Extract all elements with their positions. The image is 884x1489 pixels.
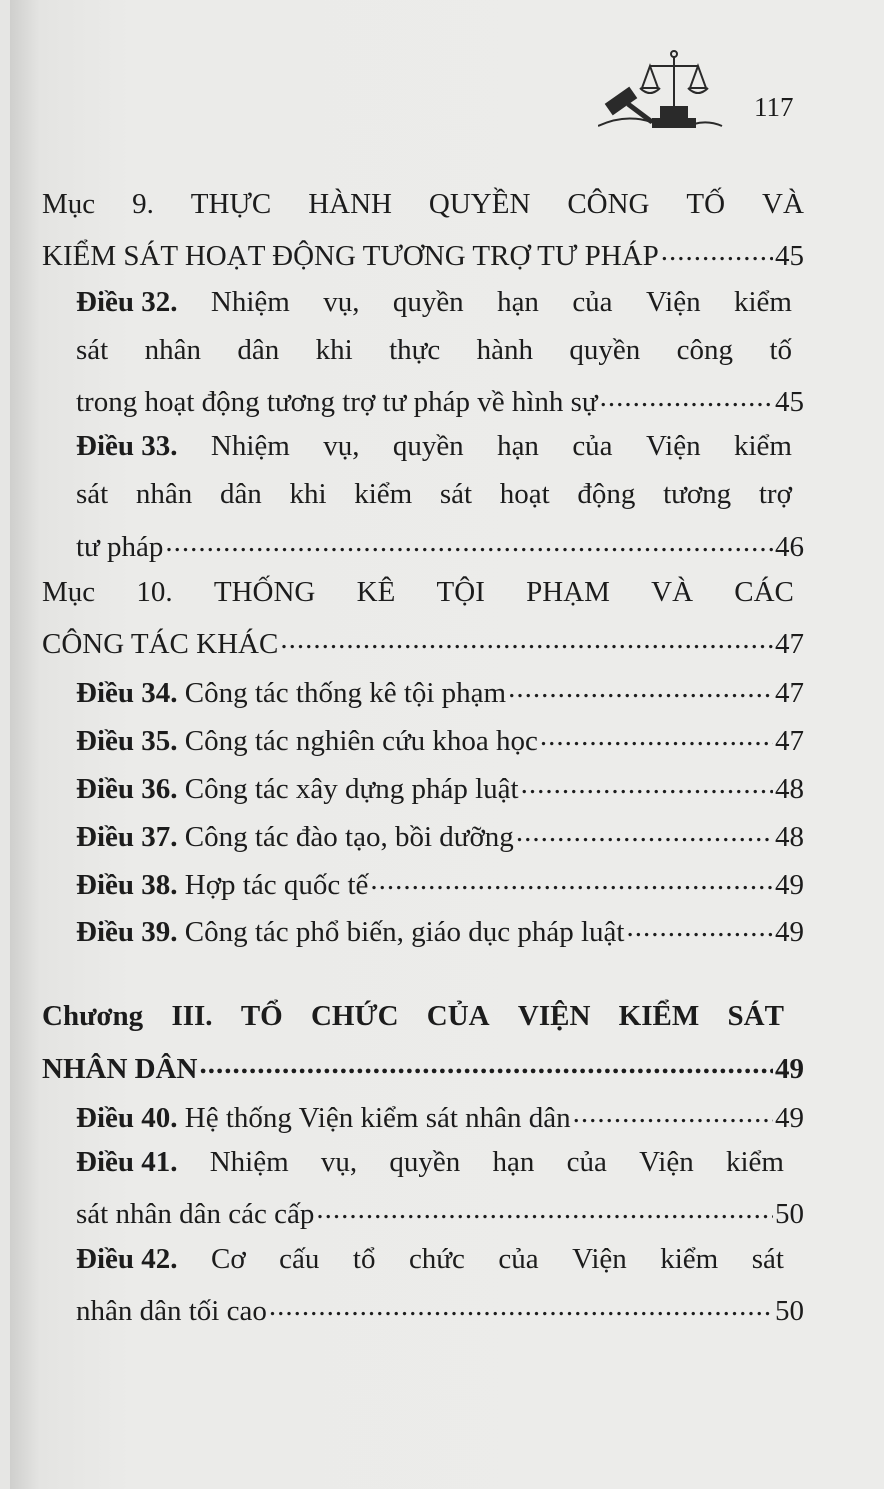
page-ref: 49	[775, 1053, 804, 1085]
toc-article-32-line3: trong hoạt động tương trợ tư pháp về hình sự ..... 45	[76, 382, 804, 419]
page-ref: 45	[775, 240, 804, 272]
toc-article-38: Điều 38. Hợp tác quốc tế ..... 49	[76, 865, 804, 902]
page-ref: 47	[775, 677, 804, 709]
toc-article-33-line3: tư pháp ..... 46	[76, 527, 804, 564]
justice-scales-gavel-icon	[598, 46, 724, 132]
page-ref: 48	[775, 821, 804, 853]
toc-article-32-line1: Điều 32. Nhiệm vụ, quyền hạn của Viện kiểm	[76, 286, 792, 318]
page-ref: 47	[775, 725, 804, 757]
toc-section-muc10-line1: Mục 10. THỐNG KÊ TỘI PHẠM VÀ CÁC	[42, 576, 794, 608]
page-ref: 49	[775, 1102, 804, 1134]
page-ref: 48	[775, 773, 804, 805]
toc-section-muc9-line1: Mục 9. THỰC HÀNH QUYỀN CÔNG TỐ VÀ	[42, 188, 804, 220]
toc-article-33-line1: Điều 33. Nhiệm vụ, quyền hạn của Viện kiểm	[76, 430, 792, 462]
toc-article-37: Điều 37. Công tác đào tạo, bồi dưỡng ..... 48	[76, 817, 804, 854]
page-ref: 49	[775, 869, 804, 901]
page-ref: 46	[775, 531, 804, 563]
page-ref: 50	[775, 1198, 804, 1230]
toc-article-42-line2: nhân dân tối cao ..... 50	[76, 1291, 804, 1328]
page-ref: 45	[775, 386, 804, 418]
toc-article-42-line1: Điều 42. Cơ cấu tổ chức của Viện kiểm sát	[76, 1243, 784, 1275]
page-ref: 49	[775, 916, 804, 948]
toc-article-36: Điều 36. Công tác xây dựng pháp luật ..... 48	[76, 769, 804, 806]
page-ref: 50	[775, 1295, 804, 1327]
page-number: 117	[754, 92, 794, 122]
page-ref: 47	[775, 628, 804, 660]
toc-article-34: Điều 34. Công tác thống kê tội phạm ..... 47	[76, 673, 804, 710]
toc-chapter-3-line2: NHÂN DÂN ..... 49	[42, 1049, 804, 1086]
toc-chapter-3-line1: Chương III. TỔ CHỨC CỦA VIỆN KIỂM SÁT	[42, 1000, 784, 1032]
book-page	[10, 0, 884, 1489]
toc-section-muc10-line2: CÔNG TÁC KHÁC ..... 47	[42, 624, 804, 661]
toc-article-32-line2: sát nhân dân khi thực hành quyền công tố	[76, 334, 792, 366]
toc-article-40: Điều 40. Hệ thống Viện kiểm sát nhân dân ..... 49	[76, 1098, 804, 1135]
toc-article-41-line2: sát nhân dân các cấp ..... 50	[76, 1194, 804, 1231]
toc-section-muc9-line2: KIỂM SÁT HOẠT ĐỘNG TƯƠNG TRỢ TƯ PHÁP ..... 45	[42, 236, 804, 273]
toc-article-33-line2: sát nhân dân khi kiểm sát hoạt động tương trợ	[76, 478, 792, 510]
toc-article-39: Điều 39. Công tác phổ biến, giáo dục pháp luật ..... 49	[76, 912, 804, 949]
toc-article-35: Điều 35. Công tác nghiên cứu khoa học ..... 47	[76, 721, 804, 758]
toc-article-41-line1: Điều 41. Nhiệm vụ, quyền hạn của Viện kiểm	[76, 1146, 784, 1178]
